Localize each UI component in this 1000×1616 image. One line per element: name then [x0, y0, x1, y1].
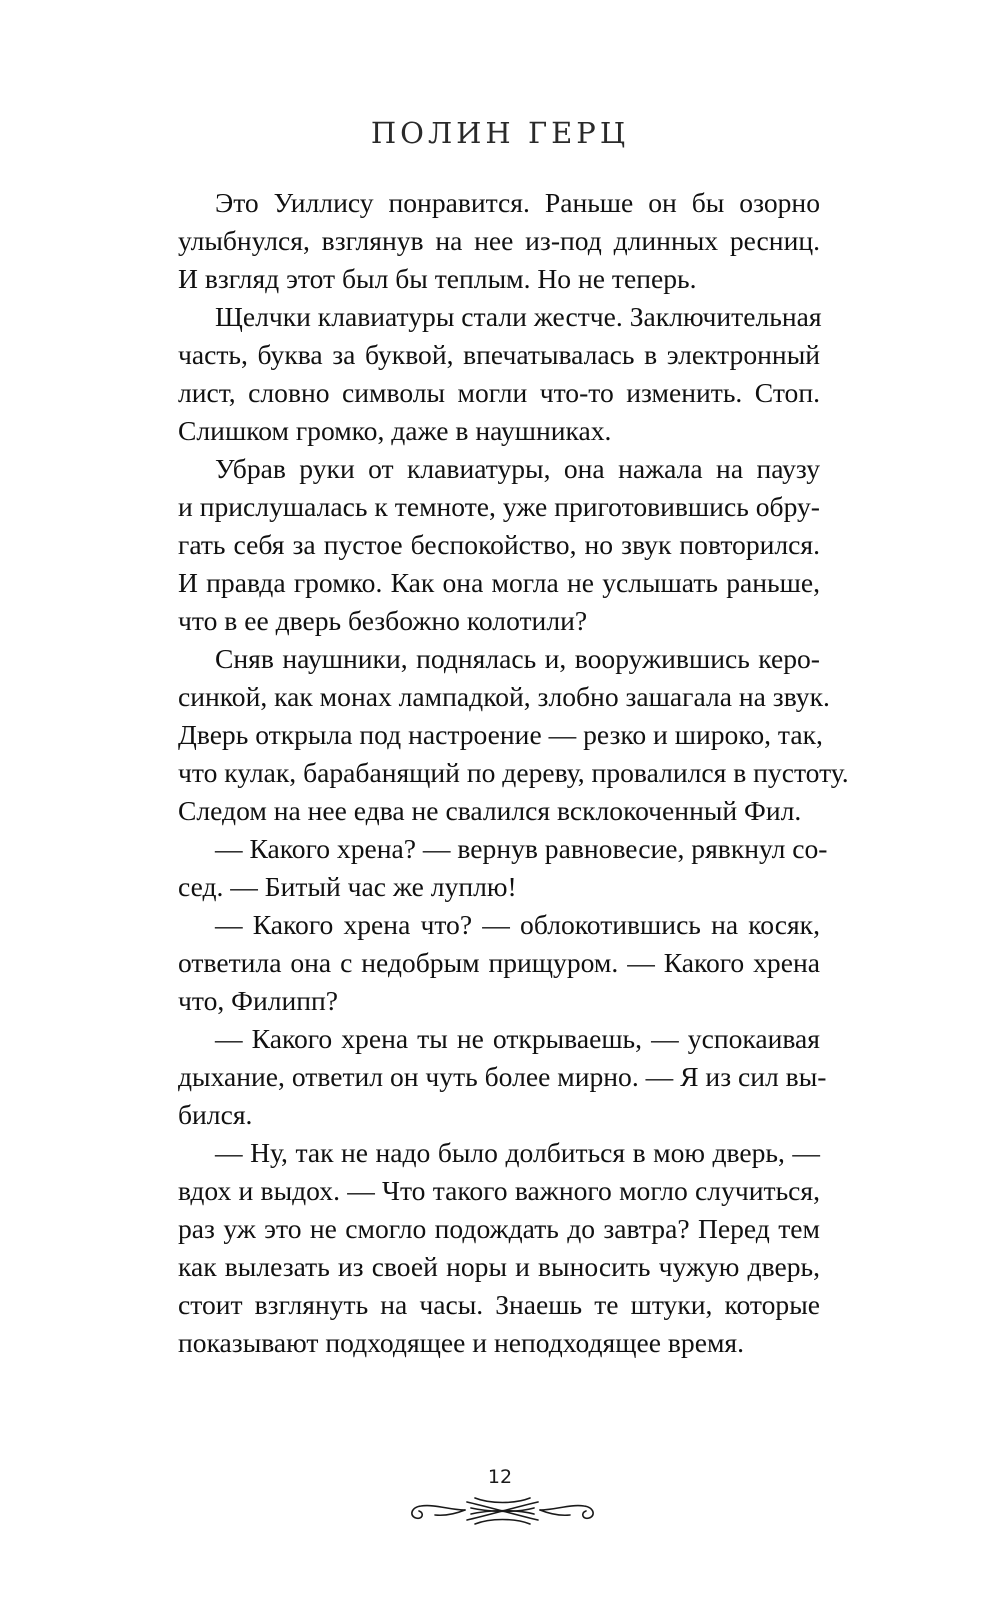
text-line: Убрав руки от клавиатуры, она нажала на паузу: [215, 453, 820, 484]
text-line: — Какого хрена что? — облокотившись на косяк,: [215, 909, 820, 940]
text-line: — Какого хрена ты не открываешь, — успокаивая: [215, 1023, 820, 1054]
text-line: Слишком громко, даже в наушниках.: [178, 415, 612, 446]
text-line: — Какого хрена? — вернув равновесие, рявкнул со-: [215, 833, 828, 864]
text-line: ответила она с недобрым прищуром. — Какого хрена: [178, 947, 820, 978]
text-line: вдох и выдох. — Что такого важного могло случиться,: [178, 1175, 820, 1206]
text-line: сед. — Битый час же луплю!: [178, 871, 517, 902]
text-line: Это Уиллису понравится. Раньше он бы озорно: [215, 187, 820, 218]
paragraph: [178, 906, 820, 1020]
text-line: стоит взглянуть на часы. Знаешь те штуки, которые: [178, 1289, 820, 1320]
paragraph: [178, 1020, 827, 1134]
text-line: гать себя за пустое беспокойство, но звук повторился.: [178, 529, 820, 560]
page-number: 12: [487, 1466, 513, 1488]
text-line: И правда громко. Как она могла не услышать раньше,: [178, 567, 820, 598]
text-line: что кулак, барабанящий по дереву, провалился в пустоту.: [178, 757, 849, 788]
text-line: показывают подходящее и неподходящее время.: [178, 1327, 745, 1358]
text-line: и прислушалась к темноте, уже приготовившись обру-: [178, 491, 820, 522]
paragraph: [178, 298, 820, 450]
paragraph: [178, 830, 828, 906]
flourish-ornament-icon: [405, 1488, 600, 1534]
text-line: — Ну, так не надо было долбиться в мою дверь, —: [215, 1137, 820, 1168]
text-line: Следом на нее едва не свалился всклокоченный Фил.: [178, 795, 802, 826]
text-line: часть, буква за буквой, впечатывалась в электронный: [178, 339, 820, 370]
body-text: [178, 184, 849, 1362]
text-line: раз уж это не смогло подождать до завтра? Перед тем: [178, 1213, 820, 1244]
text-line: И взгляд этот был бы теплым. Но не теперь.: [178, 263, 697, 294]
text-line: улыбнулся, взглянув на нее из-под длинных ресниц.: [178, 225, 820, 256]
text-line: Щелчки клавиатуры стали жестче. Заключительная: [215, 301, 822, 332]
text-line: Дверь открыла под настроение — резко и широко, так,: [178, 719, 823, 750]
paragraph: [178, 640, 849, 830]
text-line: синкой, как монах лампадкой, злобно зашагала на звук.: [178, 681, 830, 712]
paragraph: [178, 1134, 820, 1362]
text-line: бился.: [178, 1099, 253, 1130]
text-line: как вылезать из своей норы и выносить чужую дверь,: [178, 1251, 820, 1282]
text-line: Сняв наушники, поднялась и, вооружившись керо-: [215, 643, 820, 674]
paragraph: [178, 450, 820, 640]
text-line: что, Филипп?: [178, 985, 339, 1016]
text-line: что в ее дверь безбожно колотили?: [178, 605, 588, 636]
running-header-title: ПОЛИН ГЕРЦ: [370, 116, 630, 150]
paragraph: [178, 184, 820, 298]
text-line: дыхание, ответил он чуть более мирно. — Я из сил вы-: [178, 1061, 827, 1092]
text-line: лист, словно символы могли что-то изменить. Стоп.: [178, 377, 820, 408]
